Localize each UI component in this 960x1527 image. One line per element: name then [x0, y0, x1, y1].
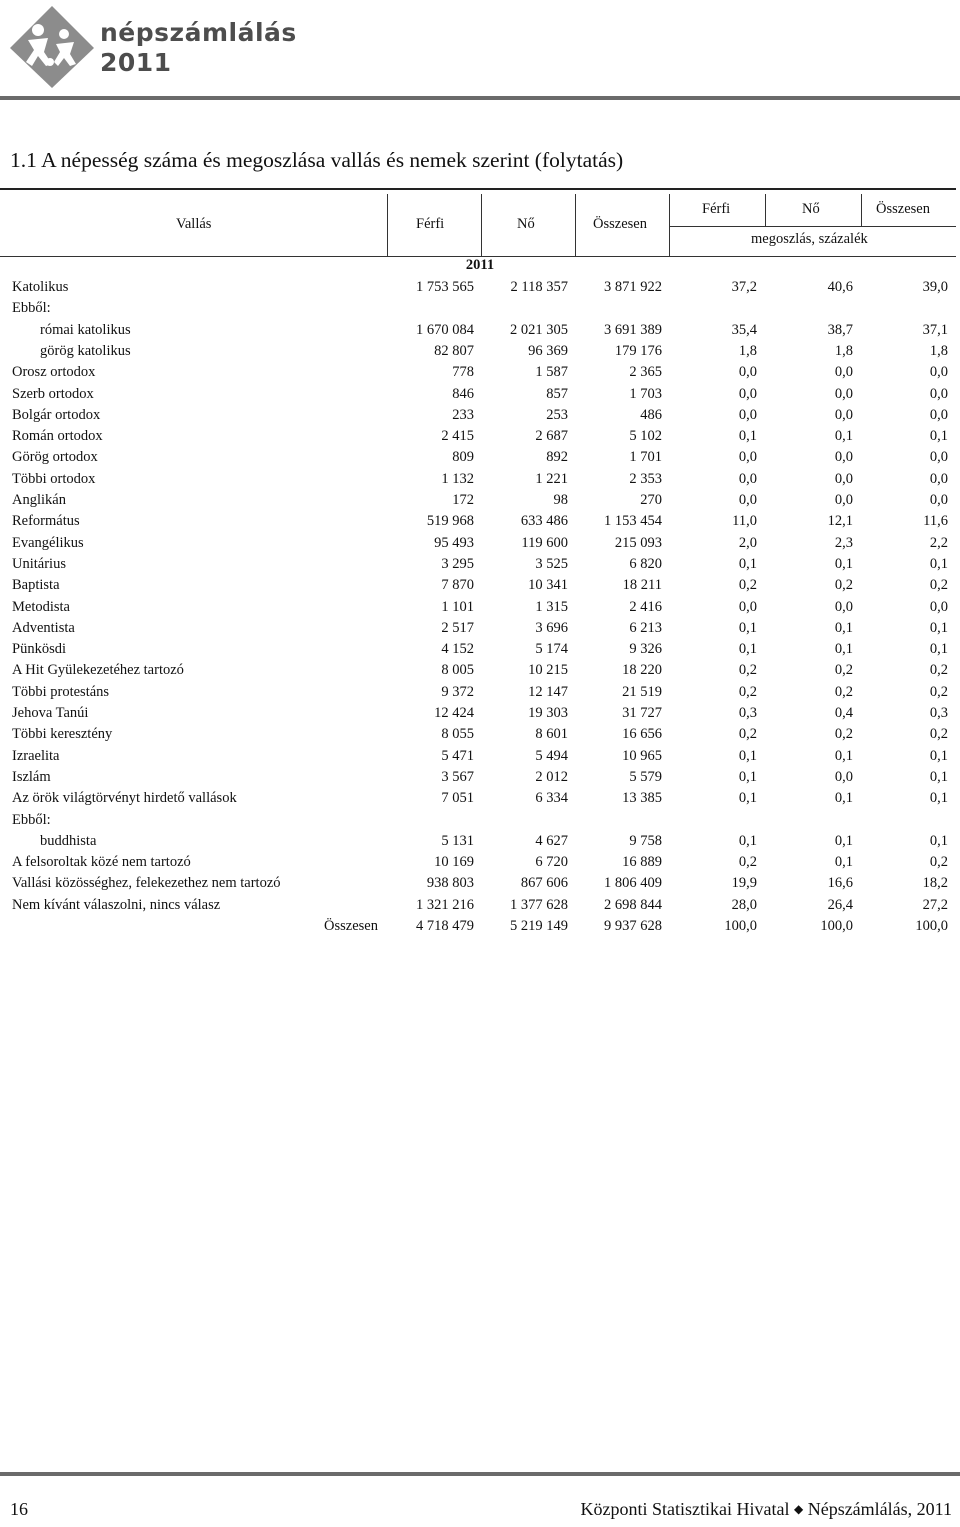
table-row [0, 300, 960, 321]
cell-pct-ferfi: 0,2 [738, 683, 757, 700]
cell-pct-osszesen: 0,0 [929, 470, 948, 487]
cell-pct-ferfi: 0,1 [738, 428, 757, 445]
cell-ferfi: 95 493 [434, 534, 474, 551]
cell-osszesen: 31 727 [622, 705, 662, 721]
cell-no: 892 [546, 449, 568, 466]
cell-ferfi: 5 131 [441, 832, 474, 849]
cell-no: 1 315 [535, 598, 568, 615]
cell-no: 2 687 [535, 428, 568, 445]
cell-pct-osszesen: 0,0 [929, 449, 948, 466]
total-pct-osszesen: 100,0 [915, 918, 948, 934]
cell-osszesen: 10 965 [622, 747, 662, 764]
row-label: görög katolikus [40, 342, 131, 359]
cell-pct-osszesen: 0,2 [929, 683, 948, 700]
cell-pct-osszesen: 18,2 [922, 875, 948, 892]
row-label: Református [12, 513, 80, 530]
cell-osszesen: 9 326 [629, 641, 662, 658]
row-label: Román ortodox [12, 428, 103, 445]
cell-pct-no: 0,1 [834, 832, 853, 849]
cell-pct-osszesen: 0,1 [929, 555, 948, 572]
cell-no: 1 221 [535, 470, 568, 487]
cell-osszesen: 2 416 [629, 598, 662, 615]
cell-osszesen: 1 806 409 [604, 875, 662, 892]
row-label: Ebből: [12, 811, 51, 828]
cell-pct-ferfi: 0,0 [738, 492, 757, 508]
table-row [0, 790, 960, 811]
cell-no: 98 [553, 492, 568, 508]
cell-ferfi: 8 005 [441, 662, 474, 679]
cell-pct-no: 0,2 [834, 577, 853, 594]
cell-ferfi: 10 169 [434, 854, 474, 871]
row-label: Katolikus [12, 279, 69, 295]
cell-ferfi: 809 [452, 449, 474, 466]
logo-wordmark: népszámlálás [100, 18, 297, 47]
cell-pct-no: 2,3 [834, 534, 853, 551]
cell-ferfi: 3 567 [441, 768, 474, 785]
row-label: Nem kívánt válaszolni, nincs válasz [12, 896, 221, 913]
cell-pct-no: 0,0 [834, 364, 853, 381]
table-row [0, 343, 960, 364]
total-no: 5 219 149 [510, 918, 568, 934]
row-label: buddhista [40, 832, 97, 849]
cell-osszesen: 3 691 389 [604, 321, 662, 338]
cell-ferfi: 1 132 [441, 470, 474, 487]
table-row [0, 812, 960, 833]
total-pct-ferfi: 100,0 [724, 918, 757, 934]
cell-pct-osszesen: 0,1 [929, 641, 948, 658]
census-logo [8, 4, 308, 88]
cell-osszesen: 1 703 [629, 385, 662, 402]
cell-no: 2 012 [535, 768, 568, 785]
cell-pct-ferfi: 0,0 [738, 598, 757, 615]
table-row [0, 407, 960, 428]
cell-no: 2 118 357 [510, 279, 568, 295]
cell-pct-osszesen: 39,0 [922, 279, 948, 295]
census-logo-icon [8, 4, 96, 90]
table-row [0, 556, 960, 577]
cell-pct-ferfi: 0,0 [738, 364, 757, 381]
cell-pct-no: 0,1 [834, 619, 853, 636]
cell-pct-no: 26,4 [827, 896, 853, 913]
cell-osszesen: 2 698 844 [604, 896, 662, 913]
cell-pct-ferfi: 28,0 [731, 896, 757, 913]
cell-no: 6 334 [535, 790, 568, 807]
cell-ferfi: 2 415 [441, 428, 474, 445]
cell-pct-ferfi: 0,1 [738, 555, 757, 572]
table-title: 1.1 A népesség száma és megoszlása vallás és nemek szerint (folytatás) [10, 148, 624, 172]
row-label: Anglikán [12, 492, 66, 508]
cell-ferfi: 778 [452, 364, 474, 381]
total-label: Összesen [324, 918, 378, 934]
cell-osszesen: 486 [640, 406, 662, 423]
cell-ferfi: 9 372 [441, 683, 474, 700]
row-label: Iszlám [12, 768, 51, 785]
cell-osszesen: 1 153 454 [604, 513, 662, 530]
cell-no: 8 601 [535, 726, 568, 743]
cell-pct-no: 0,2 [834, 726, 853, 743]
cell-ferfi: 3 295 [441, 555, 474, 572]
row-label: római katolikus [40, 321, 131, 338]
row-label: Jehova Tanúi [12, 705, 89, 721]
cell-osszesen: 16 889 [622, 854, 662, 871]
page-number: 16 [10, 1499, 28, 1519]
cell-ferfi: 4 152 [441, 641, 474, 658]
cell-no: 5 494 [535, 747, 568, 764]
cell-ferfi: 172 [452, 492, 474, 508]
cell-osszesen: 2 353 [629, 470, 662, 487]
col-header-unit: megoszlás, százalék [751, 231, 868, 247]
table-row [0, 684, 960, 705]
table-row [0, 875, 960, 896]
cell-no: 5 174 [535, 641, 568, 658]
table-row [0, 748, 960, 769]
cell-ferfi: 82 807 [434, 342, 474, 359]
table-row [0, 854, 960, 875]
cell-pct-no: 0,4 [834, 705, 853, 721]
cell-osszesen: 18 211 [622, 577, 662, 594]
cell-pct-ferfi: 19,9 [731, 875, 757, 892]
cell-ferfi: 12 424 [434, 705, 474, 721]
cell-pct-no: 38,7 [827, 321, 853, 338]
cell-no: 6 720 [535, 854, 568, 871]
row-label: Többi protestáns [12, 683, 110, 700]
table-row [0, 364, 960, 385]
cell-osszesen: 21 519 [622, 683, 662, 700]
cell-pct-ferfi: 1,8 [738, 342, 757, 359]
cell-ferfi: 7 870 [441, 577, 474, 594]
cell-osszesen: 1 701 [629, 449, 662, 466]
table-row [0, 662, 960, 683]
cell-osszesen: 16 656 [622, 726, 662, 743]
cell-no: 1 587 [535, 364, 568, 381]
cell-no: 19 303 [528, 705, 568, 721]
cell-pct-no: 0,0 [834, 385, 853, 402]
cell-pct-osszesen: 0,2 [929, 854, 948, 871]
row-label: Többi ortodox [12, 470, 96, 487]
cell-pct-ferfi: 0,0 [738, 406, 757, 423]
cell-pct-osszesen: 0,0 [929, 598, 948, 615]
cell-pct-osszesen: 0,1 [929, 747, 948, 764]
row-label: Evangélikus [12, 534, 84, 551]
row-label: Pünkösdi [12, 641, 66, 658]
cell-ferfi: 1 753 565 [416, 279, 474, 295]
cell-pct-ferfi: 0,1 [738, 768, 757, 785]
cell-pct-ferfi: 2,0 [738, 534, 757, 551]
cell-pct-no: 0,2 [834, 662, 853, 679]
col-header-pct-osszesen: Összesen [876, 201, 930, 217]
cell-pct-ferfi: 0,2 [738, 726, 757, 743]
cell-no: 3 696 [535, 619, 568, 636]
cell-pct-ferfi: 35,4 [731, 321, 757, 338]
table-row [0, 641, 960, 662]
col-header-vallas: Vallás [176, 216, 212, 232]
cell-pct-osszesen: 1,8 [929, 342, 948, 359]
cell-no: 633 486 [520, 513, 568, 530]
cell-ferfi: 1 321 216 [416, 896, 474, 913]
cell-pct-osszesen: 2,2 [929, 534, 948, 551]
total-osszesen: 9 937 628 [604, 918, 662, 934]
footer-publication: Népszámlálás, 2011 [807, 1499, 952, 1519]
cell-pct-ferfi: 11,0 [732, 513, 757, 530]
cell-pct-osszesen: 0,0 [929, 492, 948, 508]
table-row [0, 471, 960, 492]
cell-pct-no: 0,0 [834, 470, 853, 487]
cell-osszesen: 6 213 [629, 619, 662, 636]
row-label: Orosz ortodox [12, 364, 96, 381]
cell-osszesen: 179 176 [614, 342, 662, 359]
cell-pct-ferfi: 0,3 [738, 705, 757, 721]
cell-pct-ferfi: 0,2 [738, 662, 757, 679]
cell-pct-no: 0,1 [834, 790, 853, 807]
title-rule [0, 188, 956, 190]
row-label: Görög ortodox [12, 449, 98, 466]
cell-pct-no: 12,1 [827, 513, 853, 530]
cell-pct-ferfi: 0,0 [738, 385, 757, 402]
cell-no: 3 525 [535, 555, 568, 572]
cell-pct-no: 0,1 [834, 854, 853, 871]
cell-pct-ferfi: 0,0 [738, 470, 757, 487]
table-row [0, 726, 960, 747]
cell-no: 12 147 [528, 683, 568, 700]
row-label: Adventista [12, 619, 75, 636]
row-label: Szerb ortodox [12, 385, 94, 402]
cell-pct-ferfi: 0,1 [738, 747, 757, 764]
header-rule [0, 96, 960, 100]
cell-pct-no: 0,0 [834, 406, 853, 423]
table-row [0, 769, 960, 790]
cell-pct-no: 40,6 [827, 279, 853, 295]
cell-pct-no: 0,0 [834, 449, 853, 466]
total-ferfi: 4 718 479 [416, 918, 474, 934]
cell-osszesen: 270 [640, 492, 662, 508]
table-row [0, 897, 960, 918]
cell-pct-no: 1,8 [834, 342, 853, 359]
table-row [0, 599, 960, 620]
cell-no: 4 627 [535, 832, 568, 849]
row-label: Ebből: [12, 300, 51, 317]
col-header-osszesen: Összesen [593, 216, 647, 232]
cell-ferfi: 7 051 [441, 790, 474, 807]
cell-pct-osszesen: 0,3 [929, 705, 948, 721]
cell-pct-osszesen: 11,6 [923, 513, 948, 530]
cell-no: 857 [546, 385, 568, 402]
footer-publisher: Központi Statisztikai Hivatal [580, 1499, 790, 1519]
cell-pct-ferfi: 0,0 [738, 449, 757, 466]
cell-no: 1 377 628 [510, 896, 568, 913]
cell-pct-osszesen: 0,0 [929, 385, 948, 402]
cell-ferfi: 846 [452, 385, 474, 402]
cell-osszesen: 9 758 [629, 832, 662, 849]
cell-osszesen: 215 093 [614, 534, 662, 551]
table-row [0, 513, 960, 534]
row-label: Baptista [12, 577, 60, 594]
cell-osszesen: 5 579 [629, 768, 662, 785]
table-row [0, 386, 960, 407]
cell-no: 253 [546, 406, 568, 423]
total-pct-no: 100,0 [820, 918, 853, 934]
logo-year: 2011 [100, 48, 172, 77]
cell-pct-osszesen: 0,1 [929, 832, 948, 849]
cell-pct-osszesen: 0,0 [929, 364, 948, 381]
table-row [0, 620, 960, 641]
cell-osszesen: 13 385 [622, 790, 662, 807]
row-label: A Hit Gyülekezetéhez tartozó [12, 662, 184, 679]
cell-pct-no: 16,6 [827, 875, 853, 892]
cell-pct-no: 0,1 [834, 641, 853, 658]
table-row [0, 428, 960, 449]
cell-pct-ferfi: 0,1 [738, 832, 757, 849]
cell-ferfi: 233 [452, 406, 474, 423]
cell-osszesen: 3 871 922 [604, 279, 662, 295]
cell-no: 2 021 305 [510, 321, 568, 338]
table-row [0, 577, 960, 598]
cell-ferfi: 1 670 084 [416, 321, 474, 338]
cell-pct-osszesen: 37,1 [922, 321, 948, 338]
cell-ferfi: 5 471 [441, 747, 474, 764]
cell-pct-osszesen: 0,2 [929, 662, 948, 679]
footer-rule [0, 1472, 960, 1476]
cell-pct-ferfi: 0,1 [738, 790, 757, 807]
col-header-no: Nő [517, 216, 535, 232]
cell-no: 10 341 [528, 577, 568, 594]
cell-pct-ferfi: 0,2 [738, 577, 757, 594]
cell-no: 119 600 [521, 534, 568, 551]
cell-pct-ferfi: 37,2 [731, 279, 757, 295]
cell-ferfi: 938 803 [426, 875, 474, 892]
cell-pct-osszesen: 0,2 [929, 726, 948, 743]
col-header-pct-no: Nő [802, 201, 820, 217]
table-row [0, 492, 960, 513]
cell-ferfi: 2 517 [441, 619, 474, 636]
table-row [0, 279, 960, 300]
cell-osszesen: 18 220 [622, 662, 662, 679]
row-label: A felsoroltak közé nem tartozó [12, 854, 191, 871]
table-row [0, 705, 960, 726]
cell-pct-ferfi: 0,1 [738, 641, 757, 658]
total-row [0, 918, 960, 939]
cell-pct-osszesen: 0,1 [929, 428, 948, 445]
row-label: Vallási közösséghez, felekezethez nem tartozó [12, 875, 281, 892]
cell-ferfi: 519 968 [426, 513, 474, 530]
row-label: Az örök világtörvényt hirdető vallások [12, 790, 237, 807]
table-row [0, 833, 960, 854]
cell-pct-osszesen: 0,2 [929, 577, 948, 594]
year-label: 2011 [465, 257, 495, 273]
col-header-ferfi: Férfi [416, 216, 445, 232]
cell-no: 10 215 [528, 662, 568, 679]
cell-pct-no: 0,0 [834, 768, 853, 785]
cell-no: 96 369 [528, 342, 568, 359]
footer-text [581, 1499, 953, 1520]
cell-pct-osszesen: 27,2 [922, 896, 948, 913]
cell-pct-osszesen: 0,1 [929, 790, 948, 807]
cell-ferfi: 1 101 [441, 598, 474, 615]
row-label: Bolgár ortodox [12, 406, 101, 423]
cell-ferfi: 8 055 [441, 726, 474, 743]
row-label: Unitárius [12, 555, 66, 572]
cell-pct-no: 0,2 [834, 683, 853, 700]
diamond-icon: ◆ [793, 1502, 804, 1516]
cell-pct-no: 0,1 [834, 428, 853, 445]
cell-osszesen: 2 365 [629, 364, 662, 381]
row-label: Izraelita [12, 747, 60, 764]
cell-osszesen: 6 820 [629, 555, 662, 572]
cell-no: 867 606 [520, 875, 568, 892]
cell-pct-osszesen: 0,0 [929, 406, 948, 423]
row-label: Többi keresztény [12, 726, 113, 743]
table-row [0, 449, 960, 470]
cell-pct-osszesen: 0,1 [929, 619, 948, 636]
cell-pct-osszesen: 0,1 [929, 768, 948, 785]
cell-pct-no: 0,1 [834, 747, 853, 764]
cell-pct-no: 0,0 [834, 492, 853, 508]
row-label: Metodista [12, 598, 70, 615]
cell-pct-ferfi: 0,1 [738, 619, 757, 636]
cell-osszesen: 5 102 [629, 428, 662, 445]
cell-pct-no: 0,1 [834, 555, 853, 572]
table-row [0, 322, 960, 343]
cell-pct-ferfi: 0,2 [738, 854, 757, 871]
table-row [0, 535, 960, 556]
col-header-pct-ferfi: Férfi [702, 201, 731, 217]
cell-pct-no: 0,0 [834, 598, 853, 615]
